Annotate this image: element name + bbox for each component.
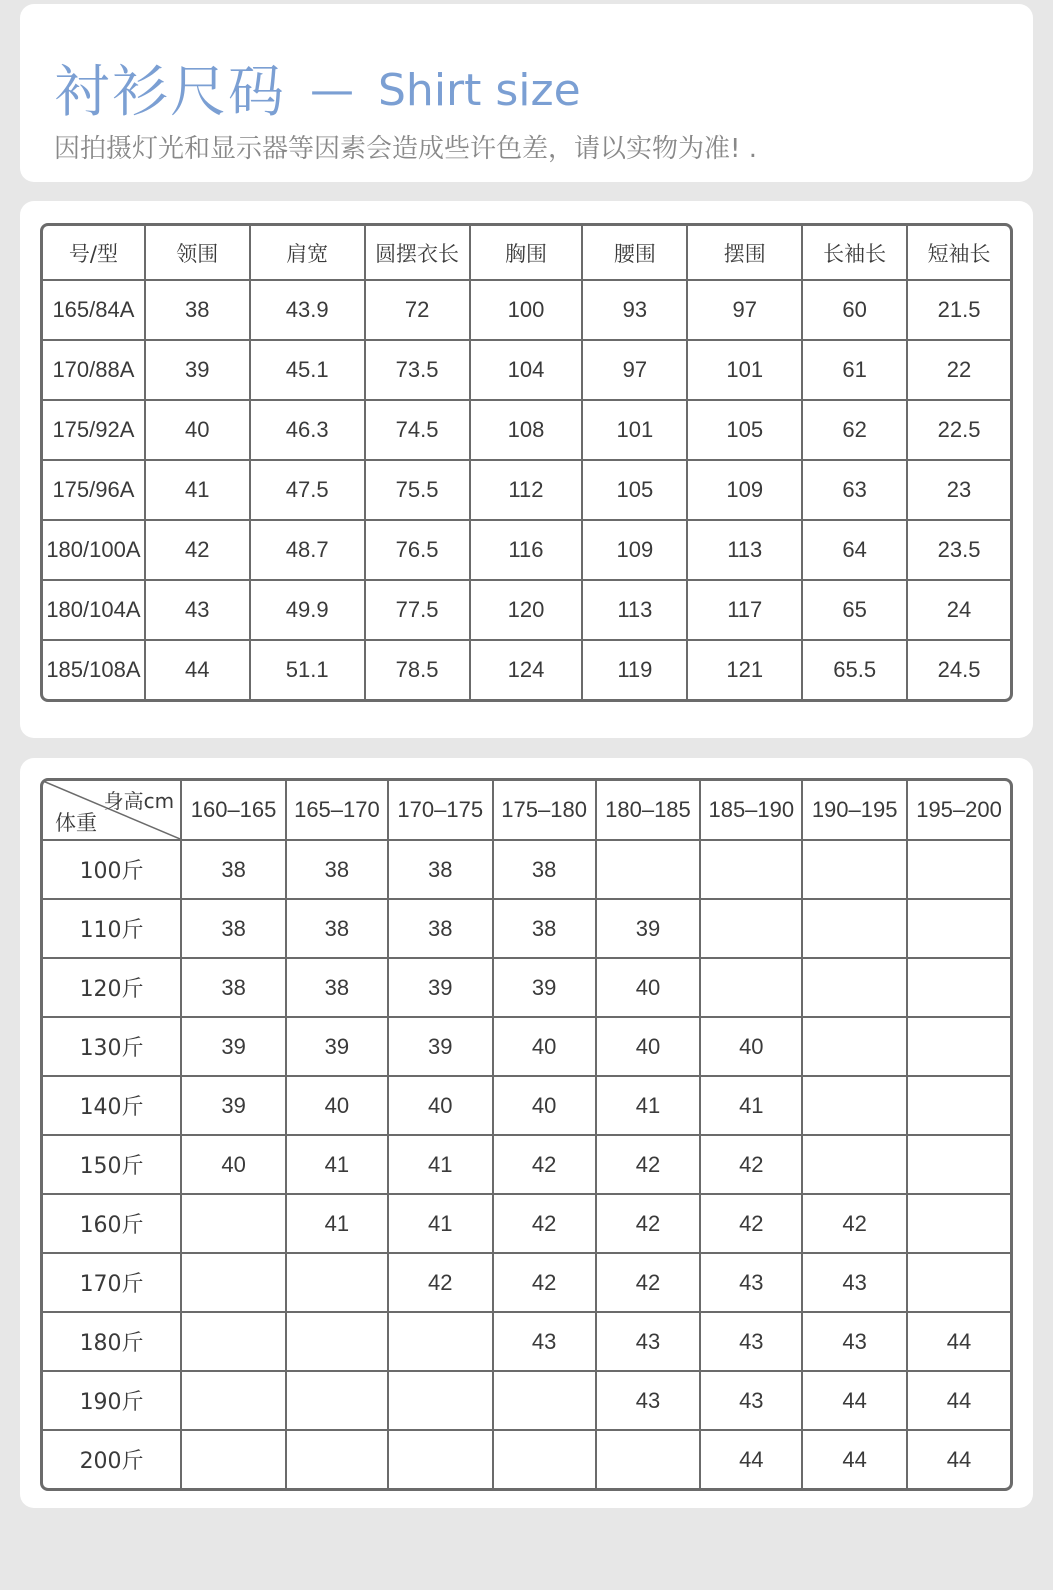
recommended-size-cell: 44 (803, 1372, 908, 1431)
weight-row (43, 900, 1010, 959)
size-value-cell: 104 (471, 341, 584, 401)
recommended-size-cell (287, 1431, 389, 1488)
size-value-cell: 120 (471, 581, 584, 641)
recommended-size-cell (701, 900, 803, 959)
recommended-size-cell: 43 (803, 1313, 908, 1372)
recommended-size-cell (803, 1136, 908, 1195)
recommended-size-cell (389, 1313, 494, 1372)
recommended-size-cell (182, 1372, 287, 1431)
size-header-cell: 肩宽 (251, 226, 366, 281)
recommended-size-cell (494, 1372, 597, 1431)
recommended-size-cell: 43 (701, 1313, 803, 1372)
weight-label-cell: 150斤 (43, 1136, 182, 1195)
recommended-size-cell (182, 1195, 287, 1254)
recommended-size-cell (287, 1313, 389, 1372)
size-value-cell: 117 (688, 581, 803, 641)
weight-label-cell: 110斤 (43, 900, 182, 959)
recommended-size-cell: 41 (597, 1077, 702, 1136)
recommended-size-cell (182, 1431, 287, 1488)
size-header-cell: 圆摆衣长 (366, 226, 471, 281)
size-value-cell: 65.5 (803, 641, 908, 699)
weight-label-cell: 120斤 (43, 959, 182, 1018)
height-header-cell: 195–200 (908, 781, 1010, 841)
size-header-cell: 胸围 (471, 226, 584, 281)
size-row (43, 341, 1010, 401)
recommended-size-cell: 38 (287, 959, 389, 1018)
recommended-size-cell: 40 (494, 1077, 597, 1136)
recommended-size-cell: 38 (494, 900, 597, 959)
weight-label-cell: 160斤 (43, 1195, 182, 1254)
size-value-cell: 39 (146, 341, 251, 401)
recommended-size-cell: 44 (803, 1431, 908, 1488)
size-value-cell: 105 (688, 401, 803, 461)
height-axis-label: 身高cm (103, 789, 175, 813)
title-chinese: 衬衫尺码 (54, 60, 286, 125)
size-value-cell: 74.5 (366, 401, 471, 461)
recommended-size-cell (803, 959, 908, 1018)
recommended-size-cell: 39 (182, 1077, 287, 1136)
recommended-size-cell: 39 (287, 1018, 389, 1077)
size-value-cell: 109 (688, 461, 803, 521)
size-value-cell: 75.5 (366, 461, 471, 521)
recommended-size-cell: 40 (389, 1077, 494, 1136)
recommended-size-cell (908, 1195, 1010, 1254)
size-header-row (43, 226, 1010, 281)
weight-label-cell: 190斤 (43, 1372, 182, 1431)
size-value-cell: 24.5 (937, 657, 981, 682)
height-header-cell: 185–190 (701, 781, 803, 841)
weight-label-cell: 140斤 (43, 1077, 182, 1136)
size-value-cell: 23 (908, 461, 1010, 521)
recommended-size-cell: 44 (908, 1313, 1010, 1372)
recommended-size-cell (494, 1431, 597, 1488)
weight-label-cell: 170斤 (43, 1254, 182, 1313)
recommended-size-cell (287, 1372, 389, 1431)
size-value-cell: 97 (688, 281, 803, 341)
recommended-size-cell: 40 (597, 1018, 702, 1077)
weight-row (43, 1018, 1010, 1077)
size-value-cell: 73.5 (366, 341, 471, 401)
recommended-size-cell: 42 (494, 1254, 597, 1313)
size-chart-card (20, 201, 1033, 738)
title-card (20, 4, 1033, 182)
recommended-size-cell: 41 (287, 1136, 389, 1195)
recommended-size-cell: 42 (701, 1136, 803, 1195)
recommended-size-cell: 43 (597, 1313, 702, 1372)
height-header-cell: 190–195 (803, 781, 908, 841)
page-title (54, 48, 581, 128)
color-disclaimer: 因拍摄灯光和显示器等因素会造成些许色差，请以实物为准! . (54, 134, 757, 164)
recommended-size-cell: 41 (389, 1136, 494, 1195)
weight-row (43, 1372, 1010, 1431)
recommended-size-cell: 38 (182, 900, 287, 959)
height-header-cell: 180–185 (597, 781, 702, 841)
size-value-cell: 93 (583, 281, 688, 341)
size-value-cell: 24 (908, 581, 1010, 641)
height-header-cell: 165–170 (287, 781, 389, 841)
recommended-size-cell (389, 1372, 494, 1431)
recommended-size-cell (803, 900, 908, 959)
size-header-cell: 领围 (146, 226, 251, 281)
size-row (43, 401, 1010, 461)
recommended-size-cell: 44 (908, 1372, 1010, 1431)
weight-row (43, 841, 1010, 900)
size-recommendation-table (40, 778, 1013, 1491)
recommended-size-cell: 42 (389, 1254, 494, 1313)
recommended-size-cell: 42 (803, 1195, 908, 1254)
size-label-cell: 175/96A (43, 461, 146, 521)
recommended-size-cell (908, 1077, 1010, 1136)
size-value-cell: 49.9 (251, 581, 366, 641)
size-row (43, 581, 1010, 641)
size-label-cell: 175/92A (43, 401, 146, 461)
size-value-cell: 76.5 (366, 521, 471, 581)
recommended-size-cell: 44 (701, 1431, 803, 1488)
recommended-size-cell (908, 959, 1010, 1018)
size-value-cell: 65 (803, 581, 908, 641)
height-header-row (43, 781, 1010, 841)
size-value-cell: 46.3 (251, 401, 366, 461)
recommended-size-cell: 38 (389, 900, 494, 959)
recommended-size-cell: 38 (389, 841, 494, 900)
height-header-cell: 170–175 (389, 781, 494, 841)
weight-row (43, 1077, 1010, 1136)
weight-row (43, 1136, 1010, 1195)
size-value-cell: 21.5 (908, 281, 1010, 341)
size-value-cell: 23.5 (908, 521, 1010, 581)
size-label-cell: 180/100A (43, 521, 146, 581)
size-row (43, 281, 1010, 341)
recommended-size-cell (908, 841, 1010, 900)
recommended-size-cell: 40 (701, 1018, 803, 1077)
recommended-size-cell: 42 (494, 1136, 597, 1195)
size-value-cell: 41 (146, 461, 251, 521)
size-value-cell: 62 (803, 401, 908, 461)
size-row (43, 521, 1010, 581)
size-header-cell: 短袖长 (908, 226, 1010, 281)
recommended-size-cell: 43 (701, 1372, 803, 1431)
recommended-size-cell: 40 (494, 1018, 597, 1077)
weight-row (43, 1195, 1010, 1254)
size-header-cell: 摆围 (688, 226, 803, 281)
recommended-size-cell: 41 (701, 1077, 803, 1136)
weight-label-cell: 180斤 (43, 1313, 182, 1372)
recommended-size-cell: 39 (389, 1018, 494, 1077)
recommended-size-cell (908, 900, 1010, 959)
weight-label-cell: 200斤 (43, 1431, 182, 1488)
size-value-cell: 47.5 (251, 461, 366, 521)
size-value-cell: 42 (146, 521, 251, 581)
size-value-cell: 22.5 (908, 401, 1010, 461)
size-label-cell: 180/104A (43, 581, 146, 641)
diagonal-corner-cell (43, 781, 182, 841)
size-value-cell: 101 (583, 401, 688, 461)
size-value-cell: 100 (471, 281, 584, 341)
size-value-cell: 61 (803, 341, 908, 401)
recommended-size-cell: 43 (701, 1254, 803, 1313)
size-header-cell: 腰围 (583, 226, 688, 281)
recommended-size-cell (182, 1313, 287, 1372)
size-value-cell: 113 (688, 521, 803, 581)
recommended-size-cell (287, 1254, 389, 1313)
recommended-size-cell (701, 841, 803, 900)
weight-row (43, 1254, 1010, 1313)
recommended-size-cell: 42 (494, 1195, 597, 1254)
title-dash: — (310, 65, 354, 116)
size-value-cell: 45.1 (251, 341, 366, 401)
weight-row (43, 1313, 1010, 1372)
size-value-cell: 77.5 (366, 581, 471, 641)
size-chart-table (40, 223, 1013, 702)
recommended-size-cell: 42 (597, 1136, 702, 1195)
size-value-cell: 63 (803, 461, 908, 521)
size-label-cell: 165/84A (43, 281, 146, 341)
title-english: Shirt size (378, 65, 581, 116)
recommended-size-cell: 39 (494, 959, 597, 1018)
recommended-size-cell: 41 (389, 1195, 494, 1254)
size-value-cell: 48.7 (251, 521, 366, 581)
size-value-cell: 108 (471, 401, 584, 461)
recommended-size-cell: 42 (597, 1254, 702, 1313)
height-header-cell: 160–165 (182, 781, 287, 841)
recommended-size-cell: 38 (182, 959, 287, 1018)
size-value-cell: 101 (688, 341, 803, 401)
recommended-size-cell (597, 1431, 702, 1488)
recommended-size-cell: 43 (494, 1313, 597, 1372)
size-value-cell: 38 (146, 281, 251, 341)
recommended-size-cell: 43 (597, 1372, 702, 1431)
size-recommendation-card (20, 758, 1033, 1508)
recommended-size-cell: 44 (946, 1446, 972, 1472)
recommended-size-cell: 40 (597, 959, 702, 1018)
size-value-cell: 78.5 (366, 641, 471, 699)
size-value-cell: 116 (471, 521, 584, 581)
size-value-cell: 113 (583, 581, 688, 641)
recommended-size-cell: 38 (182, 841, 287, 900)
size-value-cell: 64 (803, 521, 908, 581)
size-header-cell: 长袖长 (803, 226, 908, 281)
recommended-size-cell: 38 (287, 841, 389, 900)
size-value-cell: 97 (583, 341, 688, 401)
size-row (43, 461, 1010, 521)
weight-label-cell: 100斤 (43, 841, 182, 900)
recommended-size-cell: 39 (597, 900, 702, 959)
recommended-size-cell (182, 1254, 287, 1313)
size-value-cell: 43.9 (251, 281, 366, 341)
recommended-size-cell: 39 (389, 959, 494, 1018)
size-value-cell: 109 (583, 521, 688, 581)
recommended-size-cell: 42 (597, 1195, 702, 1254)
size-value-cell: 43 (146, 581, 251, 641)
size-value-cell: 112 (471, 461, 584, 521)
size-value-cell: 121 (688, 641, 803, 699)
recommended-size-cell: 38 (287, 900, 389, 959)
recommended-size-cell (908, 1254, 1010, 1313)
recommended-size-cell: 40 (287, 1077, 389, 1136)
size-value-cell: 72 (366, 281, 471, 341)
size-value-cell: 40 (146, 401, 251, 461)
recommended-size-cell (803, 841, 908, 900)
recommended-size-cell (597, 841, 702, 900)
weight-axis-label: 体重 (55, 811, 97, 835)
recommended-size-cell: 40 (182, 1136, 287, 1195)
size-value-cell: 119 (583, 641, 688, 699)
size-value-cell: 124 (471, 641, 584, 699)
recommended-size-cell (908, 1136, 1010, 1195)
recommended-size-cell: 43 (803, 1254, 908, 1313)
recommended-size-cell: 41 (287, 1195, 389, 1254)
recommended-size-cell (701, 959, 803, 1018)
recommended-size-cell (803, 1018, 908, 1077)
size-value-cell: 51.1 (251, 641, 366, 699)
size-value-cell: 22 (908, 341, 1010, 401)
size-header-cell: 号/型 (43, 226, 146, 281)
weight-row (43, 959, 1010, 1018)
recommended-size-cell (803, 1077, 908, 1136)
weight-row (43, 1431, 1010, 1488)
size-value-cell: 44 (146, 641, 251, 699)
recommended-size-cell (389, 1431, 494, 1488)
size-value-cell: 105 (583, 461, 688, 521)
weight-label-cell: 130斤 (43, 1018, 182, 1077)
recommended-size-cell: 38 (494, 841, 597, 900)
recommended-size-cell (908, 1018, 1010, 1077)
size-label-cell: 185/108A (43, 641, 146, 699)
size-value-cell: 60 (803, 281, 908, 341)
recommended-size-cell: 39 (182, 1018, 287, 1077)
recommended-size-cell: 42 (701, 1195, 803, 1254)
size-label-cell: 170/88A (43, 341, 146, 401)
size-row (43, 641, 1010, 699)
height-header-cell: 175–180 (494, 781, 597, 841)
